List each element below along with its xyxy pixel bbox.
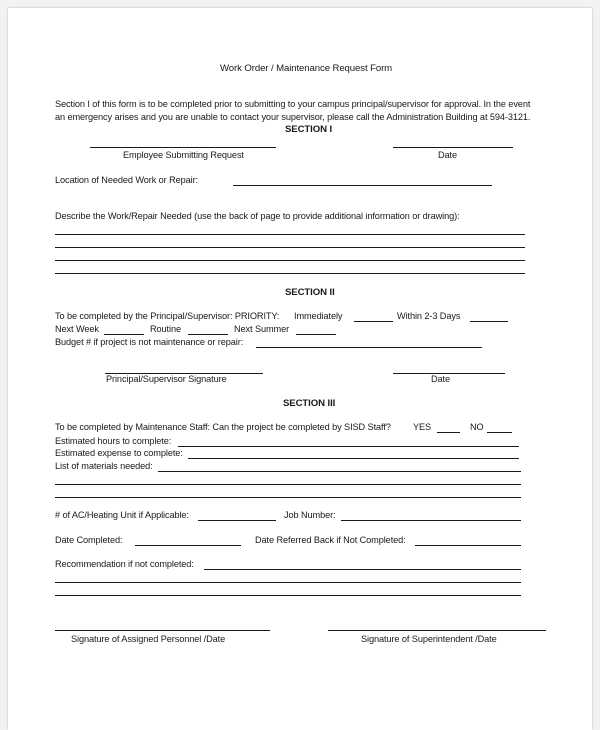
immediately-field[interactable] <box>354 321 393 322</box>
job-number-label: Job Number: <box>284 510 336 520</box>
next-summer-label: Next Summer <box>234 324 290 334</box>
routine-label: Routine <box>150 324 181 334</box>
section-1-heading: SECTION I <box>285 124 333 135</box>
location-field[interactable] <box>233 185 492 186</box>
next-summer-field[interactable] <box>296 334 336 335</box>
job-number-field[interactable] <box>341 520 521 521</box>
intro-line-2: an emergency arises and you are unable to contact your supervisor, please call the Administration Building at 594-3121. <box>55 112 531 122</box>
date-referred-label: Date Referred Back if Not Completed: <box>255 535 406 545</box>
materials-field[interactable] <box>158 471 521 472</box>
within-days-field[interactable] <box>470 321 508 322</box>
yes-field[interactable] <box>437 432 460 433</box>
superintendent-signature-label: Signature of Superintendent /Date <box>361 634 497 644</box>
recommendation-field[interactable] <box>204 569 521 570</box>
recommendation-line[interactable] <box>55 595 521 596</box>
materials-label: List of materials needed: <box>55 461 153 471</box>
next-week-label: Next Week <box>55 324 99 334</box>
materials-line[interactable] <box>55 484 521 485</box>
budget-field[interactable] <box>256 347 482 348</box>
materials-line[interactable] <box>55 497 521 498</box>
priority-label: To be completed by the Principal/Supervisor: PRIORITY: <box>55 311 280 321</box>
intro-line-1: Section I of this form is to be completed prior to submitting to your campus principal/supervisor for approval. In the event <box>55 99 531 109</box>
location-label: Location of Needed Work or Repair: <box>55 175 198 185</box>
ac-unit-label: # of AC/Heating Unit if Applicable: <box>55 510 189 520</box>
form-title: Work Order / Maintenance Request Form <box>220 63 393 74</box>
no-field[interactable] <box>487 432 512 433</box>
next-week-field[interactable] <box>104 334 144 335</box>
form-page <box>8 8 592 730</box>
routine-field[interactable] <box>188 334 228 335</box>
describe-line[interactable] <box>55 234 525 235</box>
immediately-label: Immediately <box>294 311 343 321</box>
section-2-date-label: Date <box>431 374 451 384</box>
expense-label: Estimated expense to complete: <box>55 448 183 458</box>
maintenance-staff-label: To be completed by Maintenance Staff: Can the project be completed by SISD Staff? <box>55 422 391 432</box>
date-completed-label: Date Completed: <box>55 535 123 545</box>
date-completed-field[interactable] <box>135 545 241 546</box>
expense-field[interactable] <box>188 458 519 459</box>
recommendation-line[interactable] <box>55 582 521 583</box>
hours-field[interactable] <box>178 446 519 447</box>
within-days-label: Within 2-3 Days <box>397 311 461 321</box>
section-2-heading: SECTION II <box>285 287 335 298</box>
employee-signature-line[interactable] <box>90 147 276 148</box>
no-label: NO <box>470 422 484 432</box>
budget-label: Budget # if project is not maintenance or repair: <box>55 337 244 347</box>
section-1-date-label: Date <box>438 150 458 160</box>
describe-line[interactable] <box>55 260 525 261</box>
principal-signature-label: Principal/Supervisor Signature <box>106 374 227 384</box>
ac-unit-field[interactable] <box>198 520 276 521</box>
personnel-signature-line[interactable] <box>55 630 270 631</box>
date-referred-field[interactable] <box>415 545 521 546</box>
describe-line[interactable] <box>55 273 525 274</box>
hours-label: Estimated hours to complete: <box>55 436 172 446</box>
personnel-signature-label: Signature of Assigned Personnel /Date <box>71 634 226 644</box>
describe-line[interactable] <box>55 247 525 248</box>
superintendent-signature-line[interactable] <box>328 630 546 631</box>
describe-label: Describe the Work/Repair Needed (use the back of page to provide additional information or drawing): <box>55 211 460 221</box>
yes-label: YES <box>413 422 432 432</box>
section-3-heading: SECTION III <box>283 398 336 409</box>
employee-label: Employee Submitting Request <box>123 150 244 160</box>
recommendation-label: Recommendation if not completed: <box>55 559 194 569</box>
section-1-date-line[interactable] <box>393 147 513 148</box>
